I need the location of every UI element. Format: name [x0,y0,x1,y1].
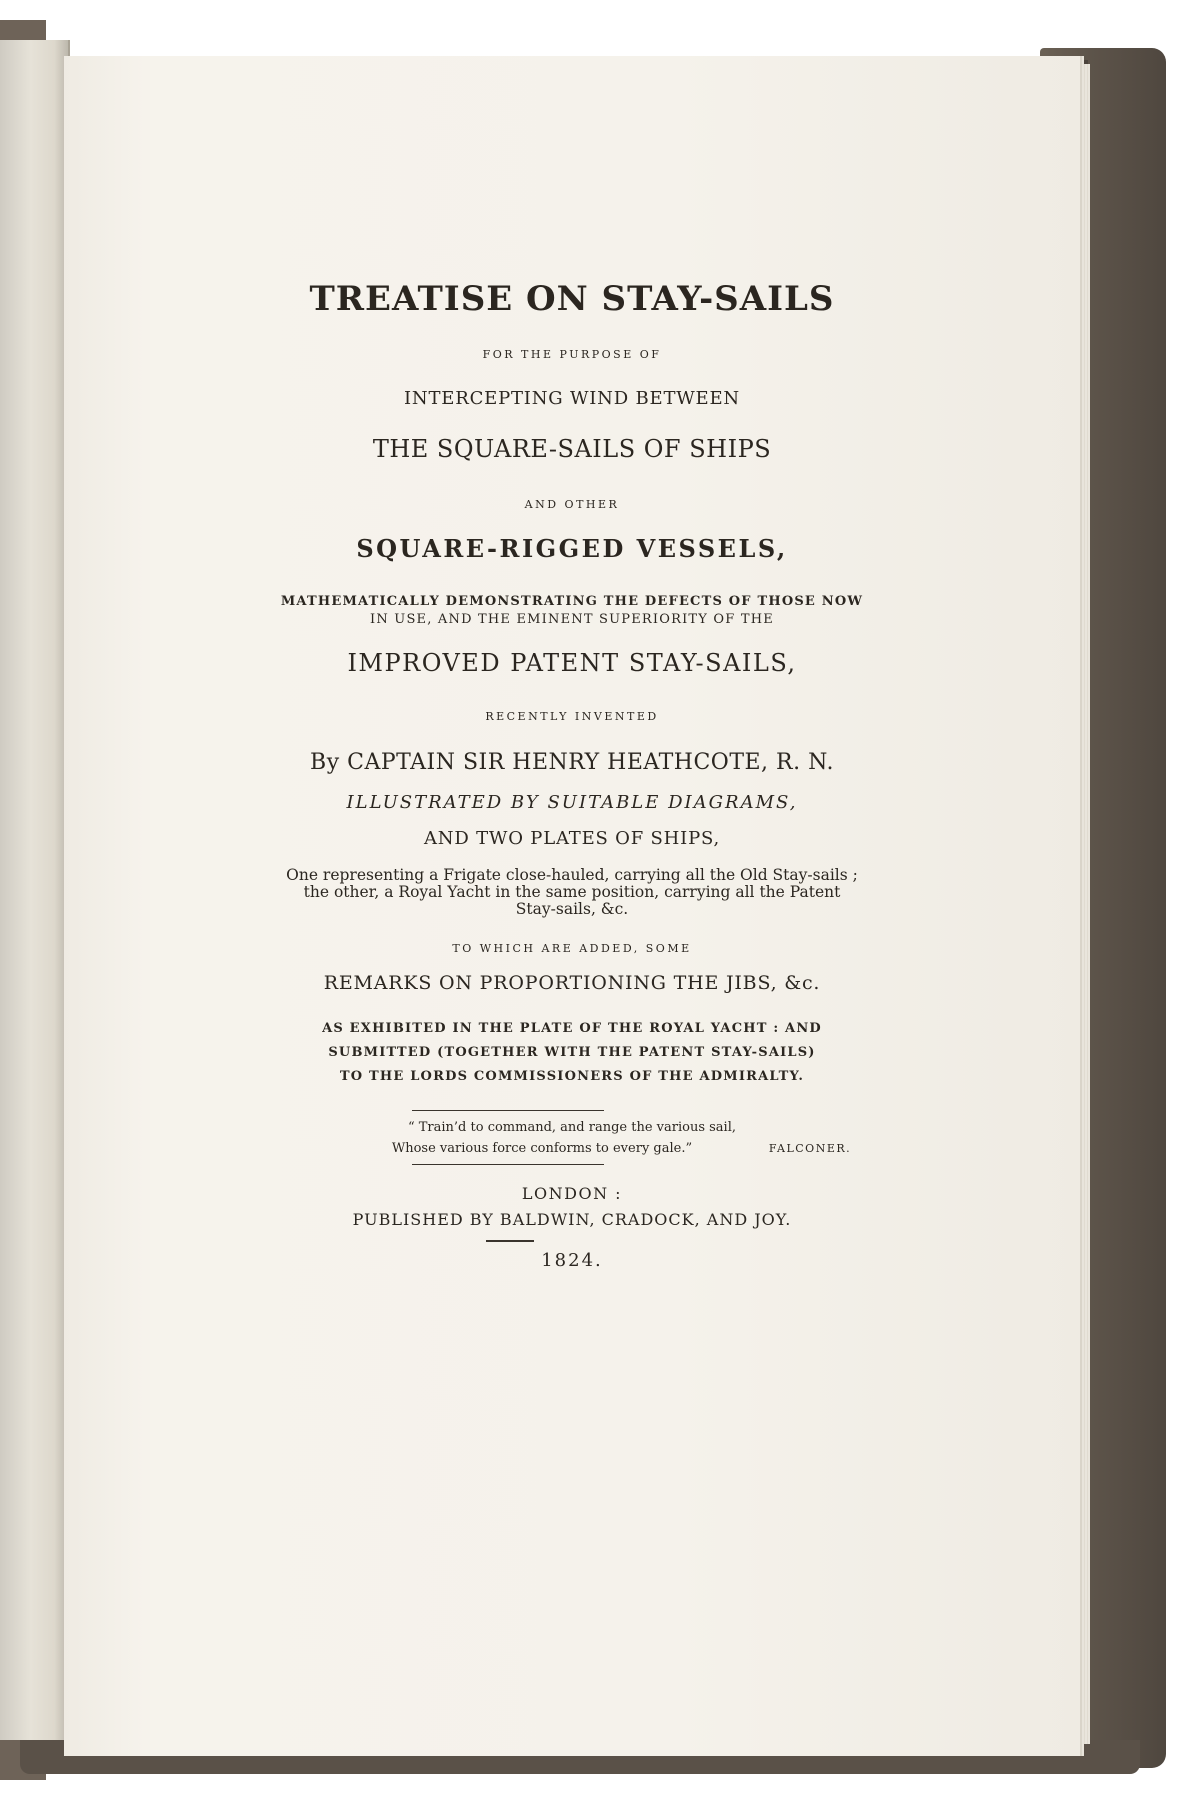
year-line: 1824. [541,1250,603,1271]
recently-invented-line: RECENTLY INVENTED [485,710,659,723]
description-line-3: Stay-sails, &c. [515,900,629,918]
author-line: By CAPTAIN SIR HENRY HEATHCOTE, R. N. [310,750,834,775]
year-rule [486,1240,534,1242]
publisher-line: PUBLISHED BY BALDWIN, CRADOCK, AND JOY. [352,1210,792,1229]
place-line: LONDON : [521,1184,623,1203]
book-title: TREATISE ON STAY-SAILS [309,279,835,319]
quote-line-1: “ Train’d to command, and range the various sail, [407,1120,736,1135]
added-line: TO WHICH ARE ADDED, SOME [452,942,692,955]
exhibited-line-3: TO THE LORDS COMMISSIONERS OF THE ADMIRALTY. [339,1069,805,1084]
vessels-line: SQUARE-RIGGED VESSELS, [356,534,788,563]
quote-rule-bottom [412,1164,604,1165]
intercepting-line: INTERCEPTING WIND BETWEEN [404,388,740,409]
remarks-line: REMARKS ON PROPORTIONING THE JIBS, &c. [323,972,821,994]
demonstrating-line-2: IN USE, AND THE EMINENT SUPERIORITY OF THE [370,612,774,627]
quote-rule-top [412,1110,604,1111]
plates-line: AND TWO PLATES OF SHIPS, [424,828,720,849]
improved-line: IMPROVED PATENT STAY-SAILS, [347,649,797,677]
illustrated-line: ILLUSTRATED BY SUITABLE DIAGRAMS, [346,792,798,813]
and-other-line: AND OTHER [524,498,620,511]
quote-author: FALCONER. [768,1142,852,1155]
demonstrating-line-1: MATHEMATICALLY DEMONSTRATING THE DEFECTS OF THOSE NOW [280,594,864,609]
exhibited-line-2: SUBMITTED (TOGETHER WITH THE PATENT STAY-SAILS) [328,1045,816,1060]
exhibited-line-1: AS EXHIBITED IN THE PLATE OF THE ROYAL YACHT : AND [322,1021,822,1036]
left-facing-page [0,40,70,1740]
description-line-1: One representing a Frigate close-hauled, carrying all the Old Stay-sails ; [286,866,858,884]
square-sails-line: THE SQUARE-SAILS OF SHIPS [372,435,772,463]
for-purpose-line: FOR THE PURPOSE OF [482,348,662,361]
description-line-2: the other, a Royal Yacht in the same position, carrying all the Patent [303,883,841,901]
quote-line-2: Whose various force conforms to every gale.” [391,1141,693,1156]
